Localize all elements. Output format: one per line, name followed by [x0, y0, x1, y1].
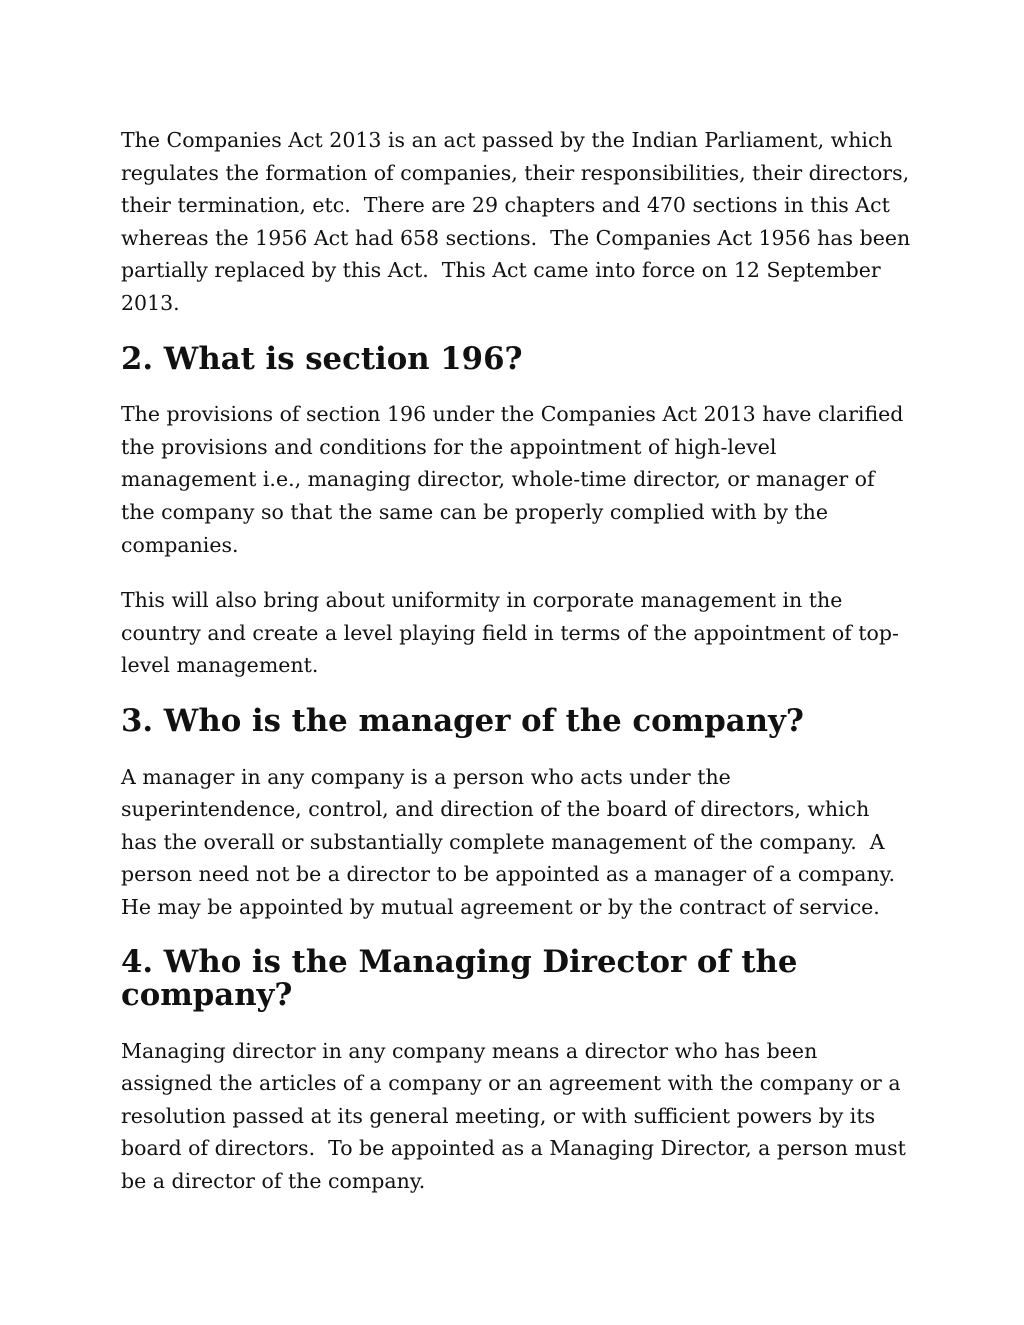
section-heading-manager: 3. Who is the manager of the company?: [121, 702, 804, 739]
manager-paragraph: A manager in any company is a person who acts under the superintendence, control, and direction of the board of directors, which has the overall or substantially complete management of the company. A person need not be a director to be appointed as a manager of a company. He may be appointed by mutual agreement or by the contract of service.: [121, 764, 909, 919]
document-page: [121, 124, 917, 1221]
section-196-paragraph-1: The provisions of section 196 under the Companies Act 2013 have clarified the provisions and conditions for the appointment of high-level management i.e., managing director, whole-time director, or manager of the company so that the same can be properly complied with by the companies.: [121, 402, 910, 557]
section-196-paragraph-2: This will also bring about uniformity in corporate management in the country and create a level playing field in terms of the appointment of top-level management.: [121, 588, 899, 678]
section-heading-managing-director: 4. Who is the Managing Director of the company?: [121, 944, 798, 1014]
managing-director-paragraph: Managing director in any company means a director who has been assigned the articles of a company or an agreement with the company or a resolution passed at its general meeting, or with sufficient powers by its board of directors. To be appointed as a Managing Director, a person must be a director of the company.: [121, 1038, 913, 1194]
section-heading-196: 2. What is section 196?: [121, 340, 523, 377]
intro-paragraph: The Companies Act 2013 is an act passed by the Indian Parliament, which regulates the formation of companies, their responsibilities, their directors, their termination, etc. There are 29 chapters and 470 sections in this Act whereas the 1956 Act had 658 sections. The Companies Act 1956 has been partially replaced by this Act. This Act came into force on 12 September 2013.: [121, 128, 917, 315]
